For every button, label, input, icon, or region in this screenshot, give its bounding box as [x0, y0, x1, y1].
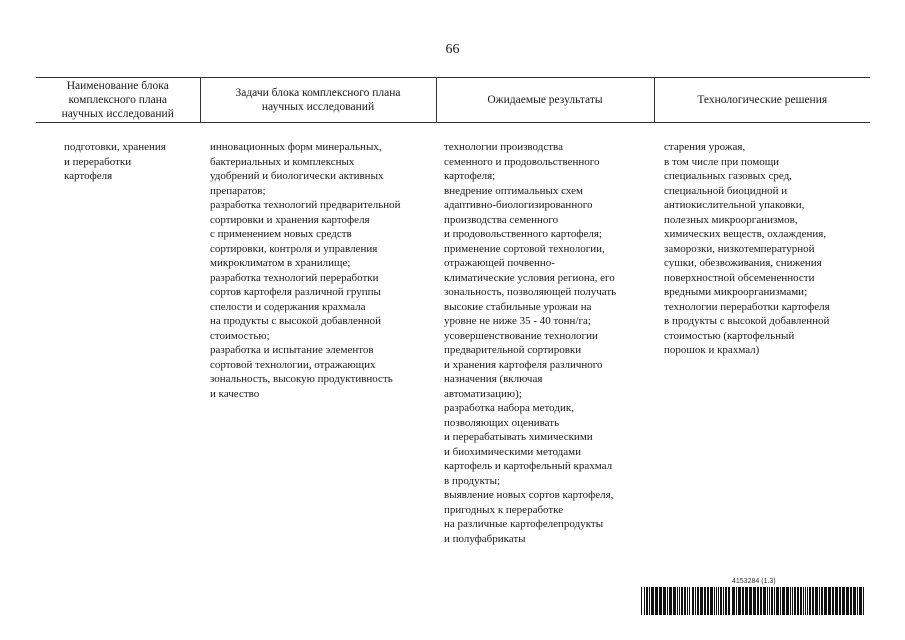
header-tech-solutions: [654, 78, 870, 123]
barcode-bar: [723, 587, 724, 615]
barcode-bar: [819, 587, 820, 615]
barcode-bar: [681, 587, 683, 615]
barcode-bar: [742, 587, 744, 615]
cell-line: картофель и картофельный крахмал: [444, 460, 613, 472]
cell-line: высокие стабильные урожаи на: [444, 300, 592, 313]
cell-line: и продовольственного картофеля;: [444, 228, 602, 240]
cell-line: старения урожая,: [664, 141, 746, 153]
barcode-bar: [738, 587, 741, 615]
cell-line: адаптивно-биологизированного: [444, 199, 593, 211]
barcode-bar: [644, 587, 645, 615]
barcode-bar: [736, 587, 737, 615]
header-line: научных исследований: [61, 108, 174, 120]
barcode-bar: [828, 587, 831, 615]
barcode-bar: [718, 587, 719, 615]
cell-line: зональность, позволяющей получать: [444, 286, 617, 298]
barcode-bar: [677, 587, 678, 615]
cell-line: на продукты с высокой добавленной: [210, 315, 382, 327]
header-line: Задачи блока комплексного плана: [235, 87, 401, 99]
cell-line: микроклиматом в хранилище;: [210, 257, 351, 269]
barcode-bar: [800, 587, 802, 615]
cell-line: стоимостью (картофельный: [664, 329, 795, 342]
cell-line: внедрение оптимальных схем: [444, 184, 583, 197]
barcode-bar: [850, 587, 852, 615]
cell-line: инновационных форм минеральных,: [210, 141, 382, 153]
barcode-bar: [710, 587, 713, 615]
barcode-bar: [655, 587, 658, 615]
cell-line: сортов картофеля различной группы: [210, 286, 381, 298]
barcode-bar: [651, 587, 654, 615]
cell-line: спелости и содержания крахмала: [210, 300, 366, 313]
barcode-bar: [704, 587, 706, 615]
barcode-bar: [797, 587, 799, 615]
cell-expected-results: [436, 123, 654, 547]
cell-tech-solutions: [654, 123, 870, 547]
barcode-bar: [732, 587, 735, 615]
cell-line: картофеля;: [444, 170, 496, 182]
cell-line: антиокислительной упаковки,: [664, 199, 805, 211]
header-line: Технологические решения: [697, 94, 828, 106]
table-header-row: [36, 78, 870, 123]
cell-line: разработка и испытание элементов: [210, 344, 374, 356]
barcode-bar: [782, 587, 785, 615]
barcode-bar: [859, 587, 862, 615]
cell-line: и переработки: [64, 155, 132, 168]
barcode-bar: [776, 587, 779, 615]
barcode-bar: [809, 587, 811, 615]
cell-line: автоматизацию);: [444, 387, 522, 400]
cell-line: предварительной сортировки: [444, 344, 582, 356]
cell-line: разработка набора методик,: [444, 402, 574, 414]
barcode-bar: [771, 587, 773, 615]
cell-line: пригодных к переработке: [444, 503, 564, 516]
cell-line: и полуфабрикаты: [444, 532, 526, 545]
barcode-bar: [667, 587, 668, 615]
header-line: Наименование блока: [66, 80, 169, 92]
barcode-bar: [760, 587, 762, 615]
barcode-bar: [669, 587, 672, 615]
cell-line: удобрений и биологически активных: [210, 170, 384, 182]
barcode-bar: [763, 587, 766, 615]
barcode-bar: [857, 587, 858, 615]
cell-line: картофеля: [64, 170, 113, 182]
barcode-bar: [757, 587, 759, 615]
cell-line: производства семенного: [444, 213, 559, 226]
cell-line: сортировки и хранения картофеля: [210, 213, 370, 226]
research-plan-table: [36, 77, 870, 546]
cell-line: и хранения картофеля различного: [444, 358, 603, 371]
barcode-bar: [790, 587, 791, 615]
barcode-bar: [679, 587, 680, 615]
cell-line: стоимостью;: [210, 329, 270, 342]
cell-line: химических веществ, охлаждения,: [664, 228, 827, 240]
cell-line: в продукты;: [444, 474, 501, 487]
cell-line: заморозки, низкотемпературной: [664, 242, 815, 255]
cell-line: специальных газовых сред,: [664, 170, 792, 182]
cell-line: разработка технологий переработки: [210, 271, 379, 284]
cell-line: порошок и крахмал): [664, 344, 760, 356]
cell-line: уровне не ниже 35 - 40 тонн/га;: [444, 315, 591, 327]
barcode-bar: [689, 587, 690, 615]
cell-line: вредными микроорганизмами;: [664, 286, 808, 298]
barcode-bar: [646, 587, 648, 615]
barcode-bar: [673, 587, 676, 615]
barcode-bar: [725, 587, 727, 615]
cell-line: и биохимическими методами: [444, 445, 581, 458]
barcode-bar: [745, 587, 748, 615]
barcode-bar: [794, 587, 796, 615]
cell-line: климатические условия региона, его: [444, 271, 615, 284]
barcode-bar: [805, 587, 806, 615]
barcode-bar: [707, 587, 709, 615]
cell-line: назначения (включая: [444, 373, 543, 385]
cell-line: на различные картофелепродукты: [444, 518, 604, 530]
header-line: Ожидаемые результаты: [487, 94, 603, 106]
cell-line: в продукты с высокой добавленной: [664, 315, 830, 327]
barcode-bar: [774, 587, 775, 615]
barcode-bar: [695, 587, 696, 615]
barcode-bar: [697, 587, 699, 615]
barcode-bar: [716, 587, 717, 615]
cell-line: сортовой технологии, отражающих: [210, 358, 376, 371]
barcode-bar: [821, 587, 823, 615]
barcode-bar: [846, 587, 849, 615]
barcode-bar: [692, 587, 694, 615]
cell-line: поверхностной обсемененности: [664, 271, 815, 284]
barcode-bar: [812, 587, 814, 615]
barcode-bar: [767, 587, 768, 615]
cell-line: выявление новых сортов картофеля,: [444, 489, 614, 501]
barcode-bar: [684, 587, 686, 615]
barcode-bar: [749, 587, 752, 615]
barcode-bar: [641, 587, 642, 615]
cell-line: технологии переработки картофеля: [664, 300, 830, 313]
barcode-bar: [714, 587, 715, 615]
cell-line: семенного и продовольственного: [444, 155, 600, 168]
barcode-bar: [663, 587, 666, 615]
cell-line: в том числе при помощи: [664, 155, 780, 168]
cell-line: зональность, высокую продуктивность: [210, 373, 393, 385]
barcode-bar: [832, 587, 834, 615]
barcode-bar: [753, 587, 756, 615]
cell-line: бактериальных и комплексных: [210, 155, 355, 168]
cell-line: сортировки, контроля и управления: [210, 242, 378, 255]
header-line: комплексного плана: [68, 94, 167, 106]
barcode-bar: [786, 587, 789, 615]
barcode-bar: [815, 587, 818, 615]
barcode-bar: [728, 587, 730, 615]
barcode-bar: [824, 587, 827, 615]
barcode-caption: 4153284 (1.3): [732, 578, 776, 585]
barcode-bar: [839, 587, 841, 615]
barcode-bar: [842, 587, 845, 615]
cell-line: технологии производства: [444, 141, 563, 153]
cell-line: и перерабатывать химическими: [444, 431, 593, 443]
barcode-bar: [649, 587, 650, 615]
barcode-bar: [720, 587, 722, 615]
barcode-bar: [807, 587, 808, 615]
cell-line: применение сортовой технологии,: [444, 242, 605, 255]
barcode-bar: [863, 587, 864, 615]
cell-line: и качество: [210, 387, 260, 400]
barcode-image: [641, 587, 865, 615]
barcode-bar: [792, 587, 793, 615]
cell-line: специальной биоцидной и: [664, 184, 788, 197]
cell-line: отражающей почвенно-: [444, 257, 555, 269]
cell-line: препаратов;: [210, 184, 266, 197]
cell-line: разработка технологий предварительной: [210, 199, 401, 211]
barcode-bar: [659, 587, 662, 615]
cell-line: полезных микроорганизмов,: [664, 213, 798, 226]
header-block-name: [36, 78, 200, 123]
barcode-bar: [803, 587, 804, 615]
barcode-bar: [687, 587, 688, 615]
barcode-bar: [853, 587, 856, 615]
header-expected-results: [436, 78, 654, 123]
cell-line: усовершенствование технологии: [444, 329, 598, 342]
cell-line: подготовки, хранения: [64, 141, 166, 153]
header-block-tasks: [200, 78, 436, 123]
cell-block-tasks: [200, 123, 436, 547]
barcode-bar: [700, 587, 703, 615]
table-row: [36, 123, 870, 547]
header-line: научных исследований: [261, 101, 375, 113]
barcode-bar: [835, 587, 838, 615]
cell-block-name: [36, 123, 200, 547]
cell-line: позволяющих оценивать: [444, 416, 560, 429]
barcode-bar: [780, 587, 781, 615]
cell-line: сушки, обезвоживания, снижения: [664, 257, 822, 269]
cell-line: с применением новых средств: [210, 228, 352, 240]
page-number: 66: [445, 42, 460, 57]
barcode-bar: [769, 587, 770, 615]
